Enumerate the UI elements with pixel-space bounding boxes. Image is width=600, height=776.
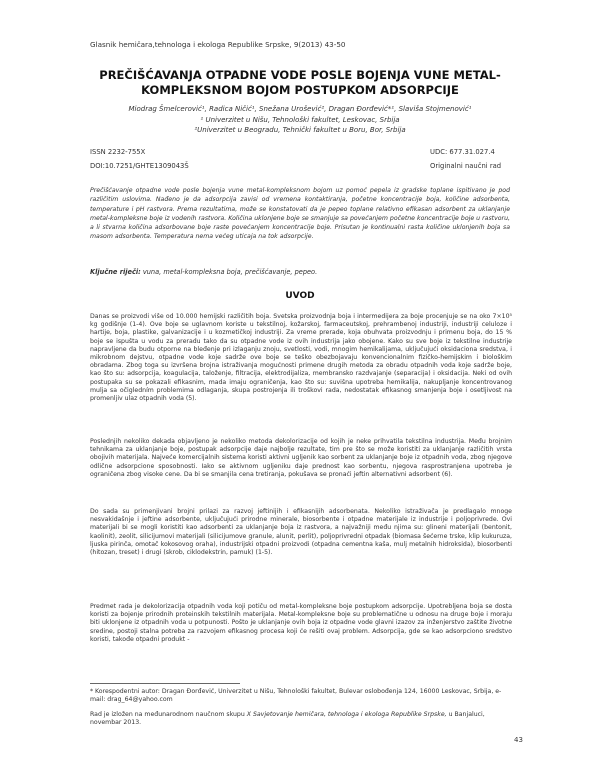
footnote-conference-suffix: u Banjaluci, novembar 2013. xyxy=(90,711,485,727)
affiliation-2: ²Univerzitet u Beogradu, Tehnički fakultet u Boru, Bor, Srbija xyxy=(194,126,406,134)
paragraph-3: Do sada su primenjivani brojni prilazi za razvoj jeftinijih i efikasnijih adsorbenata. Nekoliko istraživača je predlagalo mnoge nesvakidašnje i jeftine adsorbente, uključujući prirodne minerale, biosorbente i otpadne materijale iz industrije i poljoprivrede. Ovi materijali bi se mogli koristiti kao adsorbenti za uklanjanje boja iz rastvora, a najvažniji među njima su: glineni materijali (bentonit, kaolinit), zeolit, silicijumovi materijali (silicijumove granule, alunit, perlit), poljoprivredni otpadak (biomasa šećerne trske, klip kukuruza, ljuska pirinča, omotač kokosovog oraha), industrijski otpadni proizvodi (otpadna cementna kaša, mulj metalnih hidroksida), biosorbenti (hitozan, treset) i drugi (skrob, ciklodekstrin, pamuk) (1-5). xyxy=(90,508,512,557)
paragraph-4: Predmet rada je dekolorizacija otpadnih voda koji potiču od metal-kompleksne boje postupkom adsorpcije. Upotrebljena boja se dosta koristi za bojenje prirodnih proteinskih tekstilnih materijala. Metal-kompleksne boje su problematične u odnosu na druge boje i moraju biti uklonjene iz otpadnih voda u potpunosti. Pošto je uklanjanje ovih boja iz otpadne vode glavni izazov za inženjerstvo zaštite životne sredine, postoji stalna potreba za razvojem efikasnog procesa koji će rešiti ovaj problem. Adsorpcija, gde se kao adsorpciono sredstvo koristi, takođe otpadni produkt - xyxy=(90,603,512,643)
keywords-label: Ključne riječi: xyxy=(90,268,141,276)
footnote-conference-name: X Savjetovanje hemičara, tehnologa i ekologa Republike Srpske, xyxy=(246,711,447,718)
author-block xyxy=(60,104,540,136)
keywords xyxy=(90,268,317,276)
page-number: 43 xyxy=(514,736,523,744)
abstract: Prečišćavanje otpadne vode posle bojenja vune metal-kompleksnom bojom uz pomoć pepela iz gradske toplane ispitivano je pod različitim uslovima. Nađeno je da adsorpcija zavisi od vremena kontaktiranja, početne koncentracije boja, količine adsorbenta, temperature i pH rastvora. Prema rezultatima, može se konstatovati da je pepeo toplane relativno efikasan adsorbent za uklanjanje metal-kompleksne boje iz vodenih rastvora. Količina uklonjene boje se smanjuje sa povećanjem početne koncentracije boje u rastvoru, a li stvarna količina adsorbovane boje raste povećanjem koncentracije boje. Prisutan je kontinualni rasta količine uklonjenih boja sa masom adsorbenta. Temperatura nema većeg uticaja na tok adsorpcije. xyxy=(90,187,510,241)
footnote-divider xyxy=(90,683,240,684)
paragraph-2: Poslednjih nekoliko dekada objavljeno je nekoliko metoda dekolorizacije od kojih je neke prihvatila tekstilna industrija. Među brojnim tehnikama za uklanjanje boje, postupak adsorpcije daje najbolje rezultate, tim pre što se može koristiti za uklanjanje različitih vrsta obojivih materijala. Najveće komercijalnih sistema koristi aktivni ugljenik kao sorbent za uklanjanje boje iz otpadnih voda, zbog njegove odlične adsorpcione sposobnosti. Iako se aktivnom ugljeniku daje prednost kao sorbentu, njegova rasprostranjena upotreba je ograničena zbog visoke cene. Da bi se smanjila cena tretiranja, pokušava se pronaći jeftin alternativni adsorbent (6). xyxy=(90,438,512,478)
title-line-1: PREČIŠĆAVANJA OTPADNE VODE POSLE BOJENJA VUNE METAL- xyxy=(99,68,501,82)
issn: ISSN 2232-755X xyxy=(90,148,146,156)
footnote-conference-prefix: Rad je izložen na međunarodnom naučnom skupu xyxy=(90,711,247,718)
running-header: Glasnik hemičara,tehnologa i ekologa Republike Srpske, 9(2013) 43-50 xyxy=(90,40,346,49)
paper-type: Originalni naučni rad xyxy=(430,162,502,170)
footnote-corresponding-author: * Korespodentni autor: Dragan Đorđević, Univerzitet u Nišu, Tehnološki fakultet, Bulevar oslobođenja 124, 16000 Leskovac, Srbija, e-mail: drag_64@yahoo.com xyxy=(90,688,502,704)
section-heading-uvod: UVOD xyxy=(285,291,315,301)
affiliation-1: ¹ Univerzitet u Nišu, Tehnološki fakultet, Leskovac, Srbija xyxy=(200,115,400,124)
article-title xyxy=(60,68,540,98)
author-list: Miodrag Šmelcerović¹, Radica Ničić¹, Snežana Urošević², Dragan Đorđević*¹, Slaviša Stojmenović¹ xyxy=(128,105,472,113)
footnote-conference xyxy=(90,711,512,728)
udc: UDC: 677.31.027.4 xyxy=(430,148,495,156)
paragraph-1: Danas se proizvodi više od 10.000 hemijski različitih boja. Svetska proizvodnja boja i intermedijera za boje procenjuje se na oko 7×10⁵ kg godišnje (1-4). Ove boje se uglavnom koriste u tekstilnoj, kožarskoj, farmaceutskoj, prehrambenoj industriji, industriji celuloze i hartije, boja, plastike, galvanizacije i u kozmetičkoj industriji. Za vreme prerade, koja obuhvata proizvodnju i primenu boja, do 15 % boje se ispušta u vodu za preradu tako da su otpadne vode iz ovih industrija jako obojene. Kako su sve boje iz tekstilne industrije napravljene da budu otporne na bleđenje pri izlaganju znoju, svetlosti, vodi, mnogim hemikalijama, uključujući oksidaciona sredstva, i mikrobnom dejstvu, otpadne vode koje sadrže ove boje se teško obezbojavaju konvencionalnim fizičko-hemijskim i biološkim obradama. Zbog toga su izvršena brojna istraživanja mogućnosti primene drugih metoda za obradu otpadnih voda koje sadrže boje, kao što su: adsorpcija, koagulacija, taloženje, filtracija, elektrodijaliza, membransko razdvajanje (separacija) i oksidacija. Neki od ovih postupaka su se pokazali efikasnim, mada imaju ograničenja, kao što su: suvišna upotreba hemikalija, nakupljanje koncentrovanog mulja sa očigledním problemima odlaganja, skupa postrojenja ili troškovi rada, nedostatak efikasnog smanjenja boje i osetljivost na promenljiv ulaz otpadnih voda (5). xyxy=(90,313,512,403)
doi: DOI:10.7251/GHTE1309043Š xyxy=(90,162,189,170)
keywords-text: vuna, metal-kompleksna boja, prečišćavanje, pepeo. xyxy=(140,268,318,276)
title-line-2: KOMPLEKSNOM BOJOM POSTUPKOM ADSORPCIJE xyxy=(141,83,459,97)
